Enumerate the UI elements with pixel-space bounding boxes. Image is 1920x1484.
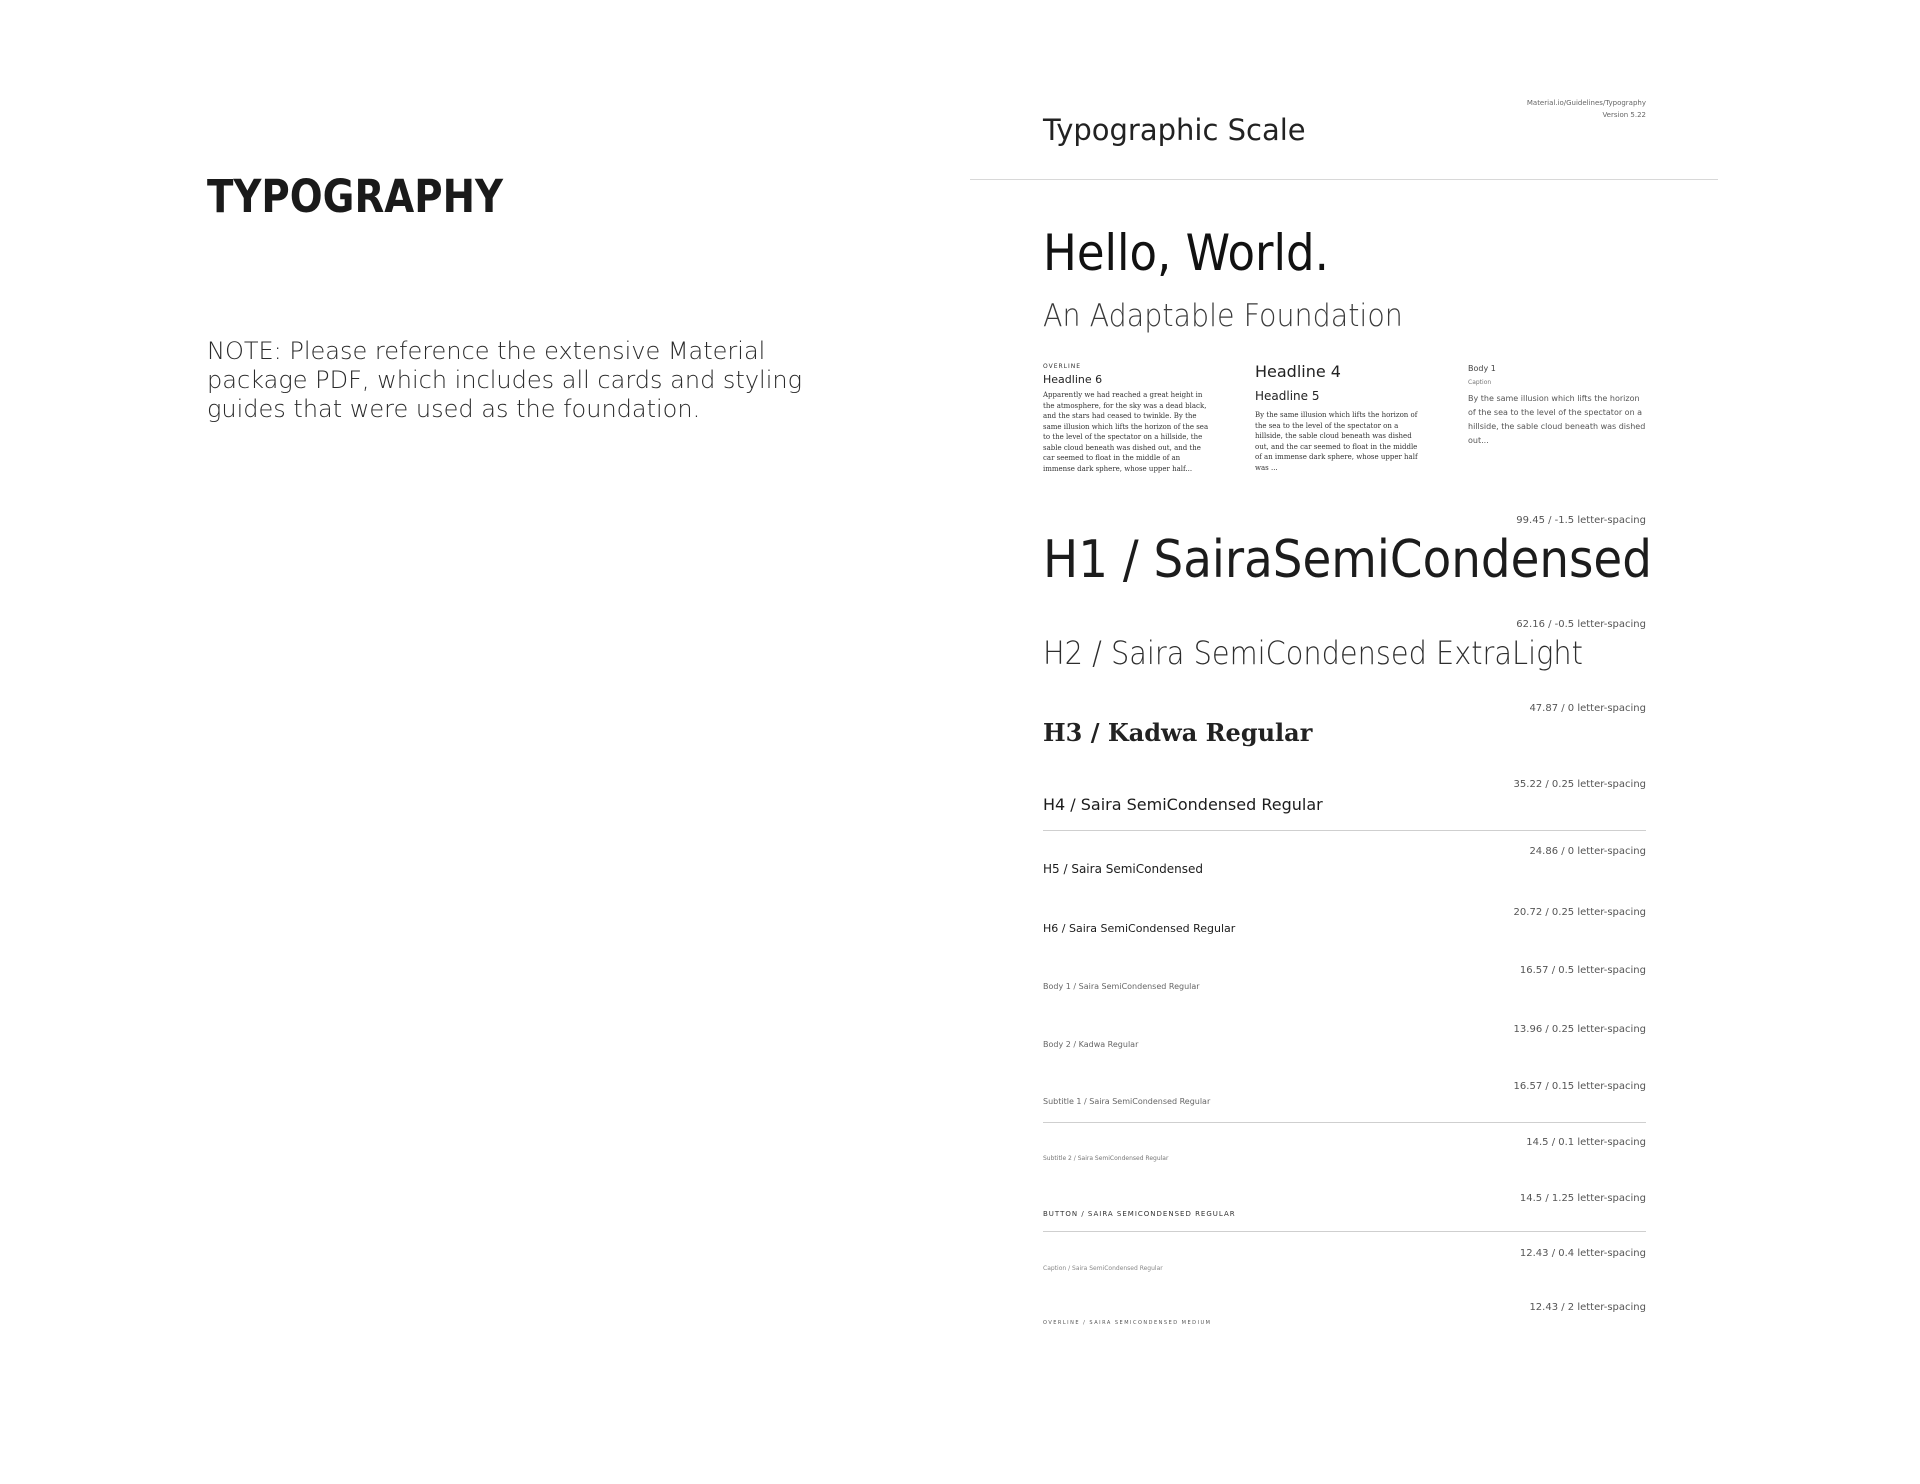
page-title: TYPOGRAPHY bbox=[207, 170, 503, 223]
card2-headline5: Headline 5 bbox=[1255, 389, 1320, 403]
h5-spec: 24.86 / 0 letter-spacing bbox=[1529, 846, 1646, 857]
card2-headline4: Headline 4 bbox=[1255, 362, 1341, 381]
subtitle2-spec: 14.5 / 0.1 letter-spacing bbox=[1526, 1137, 1646, 1148]
adaptable-foundation-subtitle: An Adaptable Foundation bbox=[1043, 298, 1403, 334]
panel-title: Typographic Scale bbox=[1043, 113, 1306, 147]
body1-spec: 16.57 / 0.5 letter-spacing bbox=[1519, 965, 1646, 976]
subtitle2-sample: Subtitle 2 / Saira SemiCondensed Regular bbox=[1043, 1155, 1169, 1162]
h3-spec: 47.87 / 0 letter-spacing bbox=[1529, 703, 1646, 714]
body2-spec: 13.96 / 0.25 letter-spacing bbox=[1513, 1024, 1646, 1035]
card1-body-text: Apparently we had reached a great height in the atmosphere, for the sky was a dead black, and the stars had ceased to twinkle. By the same illusion which lifts the horizon of the sea to the level of the spectator on a hillside, the sable cloud beneath was dished out, and the car seemed to float in the middle of an immense dark sphere, whose upper half... bbox=[1043, 391, 1209, 473]
h4-spec: 35.22 / 0.25 letter-spacing bbox=[1513, 779, 1646, 790]
h2-spec: 62.16 / -0.5 letter-spacing bbox=[1516, 619, 1646, 630]
button-sample: BUTTON / SAIRA SEMICONDENSED REGULAR bbox=[1043, 1210, 1236, 1218]
caption-sample: Caption / Saira SemiCondensed Regular bbox=[1043, 1265, 1163, 1272]
reference-note: NOTE: Please reference the extensive Material package PDF, which includes all cards and styling guides that were used as the foundation. bbox=[207, 337, 802, 423]
subtitle1-divider bbox=[1043, 1122, 1646, 1123]
card1-overline: OVERLINE bbox=[1043, 363, 1082, 370]
button-spec: 14.5 / 1.25 letter-spacing bbox=[1519, 1193, 1646, 1204]
h4-sample: H4 / Saira SemiCondensed Regular bbox=[1043, 795, 1323, 814]
overline-sample: OVERLINE / SAIRA SEMICONDENSED MEDIUM bbox=[1043, 1320, 1212, 1326]
meta-version: Version 5.22 bbox=[1602, 111, 1646, 119]
hello-world-heading: Hello, World. bbox=[1043, 224, 1329, 282]
card2-body-text: By the same illusion which lifts the horizon of the sea to the level of the spectator on a hillside, the sable cloud beneath was dished out, and the car seemed to float in the middle of an immense dark sphere, whose upper half was ... bbox=[1255, 411, 1418, 472]
subtitle1-spec: 16.57 / 0.15 letter-spacing bbox=[1513, 1081, 1646, 1092]
subtitle1-sample: Subtitle 1 / Saira SemiCondensed Regular bbox=[1043, 1097, 1211, 1106]
h4-divider bbox=[1043, 830, 1646, 831]
meta-path: Material.io/Guidelines/Typography bbox=[1526, 99, 1646, 107]
h1-spec: 99.45 / -1.5 letter-spacing bbox=[1516, 515, 1646, 526]
card3-caption: Caption bbox=[1468, 379, 1492, 386]
caption-spec: 12.43 / 0.4 letter-spacing bbox=[1519, 1248, 1646, 1259]
h2-sample: H2 / Saira SemiCondensed ExtraLight bbox=[1043, 634, 1583, 672]
h3-sample: H3 / Kadwa Regular bbox=[1043, 718, 1313, 747]
card1-headline6: Headline 6 bbox=[1043, 373, 1103, 386]
h5-sample: H5 / Saira SemiCondensed bbox=[1043, 862, 1203, 876]
h6-spec: 20.72 / 0.25 letter-spacing bbox=[1513, 907, 1646, 918]
button-divider bbox=[1043, 1231, 1646, 1232]
overline-spec: 12.43 / 2 letter-spacing bbox=[1529, 1302, 1646, 1313]
card3-body-text: By the same illusion which lifts the horizon of the sea to the level of the spectator on a hillside, the sable cloud beneath was dished out... bbox=[1468, 394, 1646, 445]
header-divider bbox=[970, 179, 1718, 180]
card3-body1-label: Body 1 bbox=[1468, 364, 1496, 373]
body1-sample: Body 1 / Saira SemiCondensed Regular bbox=[1043, 982, 1200, 991]
h6-sample: H6 / Saira SemiCondensed Regular bbox=[1043, 922, 1236, 935]
body2-sample: Body 2 / Kadwa Regular bbox=[1043, 1040, 1139, 1049]
h1-sample: H1 / SairaSemiCondensed bbox=[1043, 530, 1652, 590]
